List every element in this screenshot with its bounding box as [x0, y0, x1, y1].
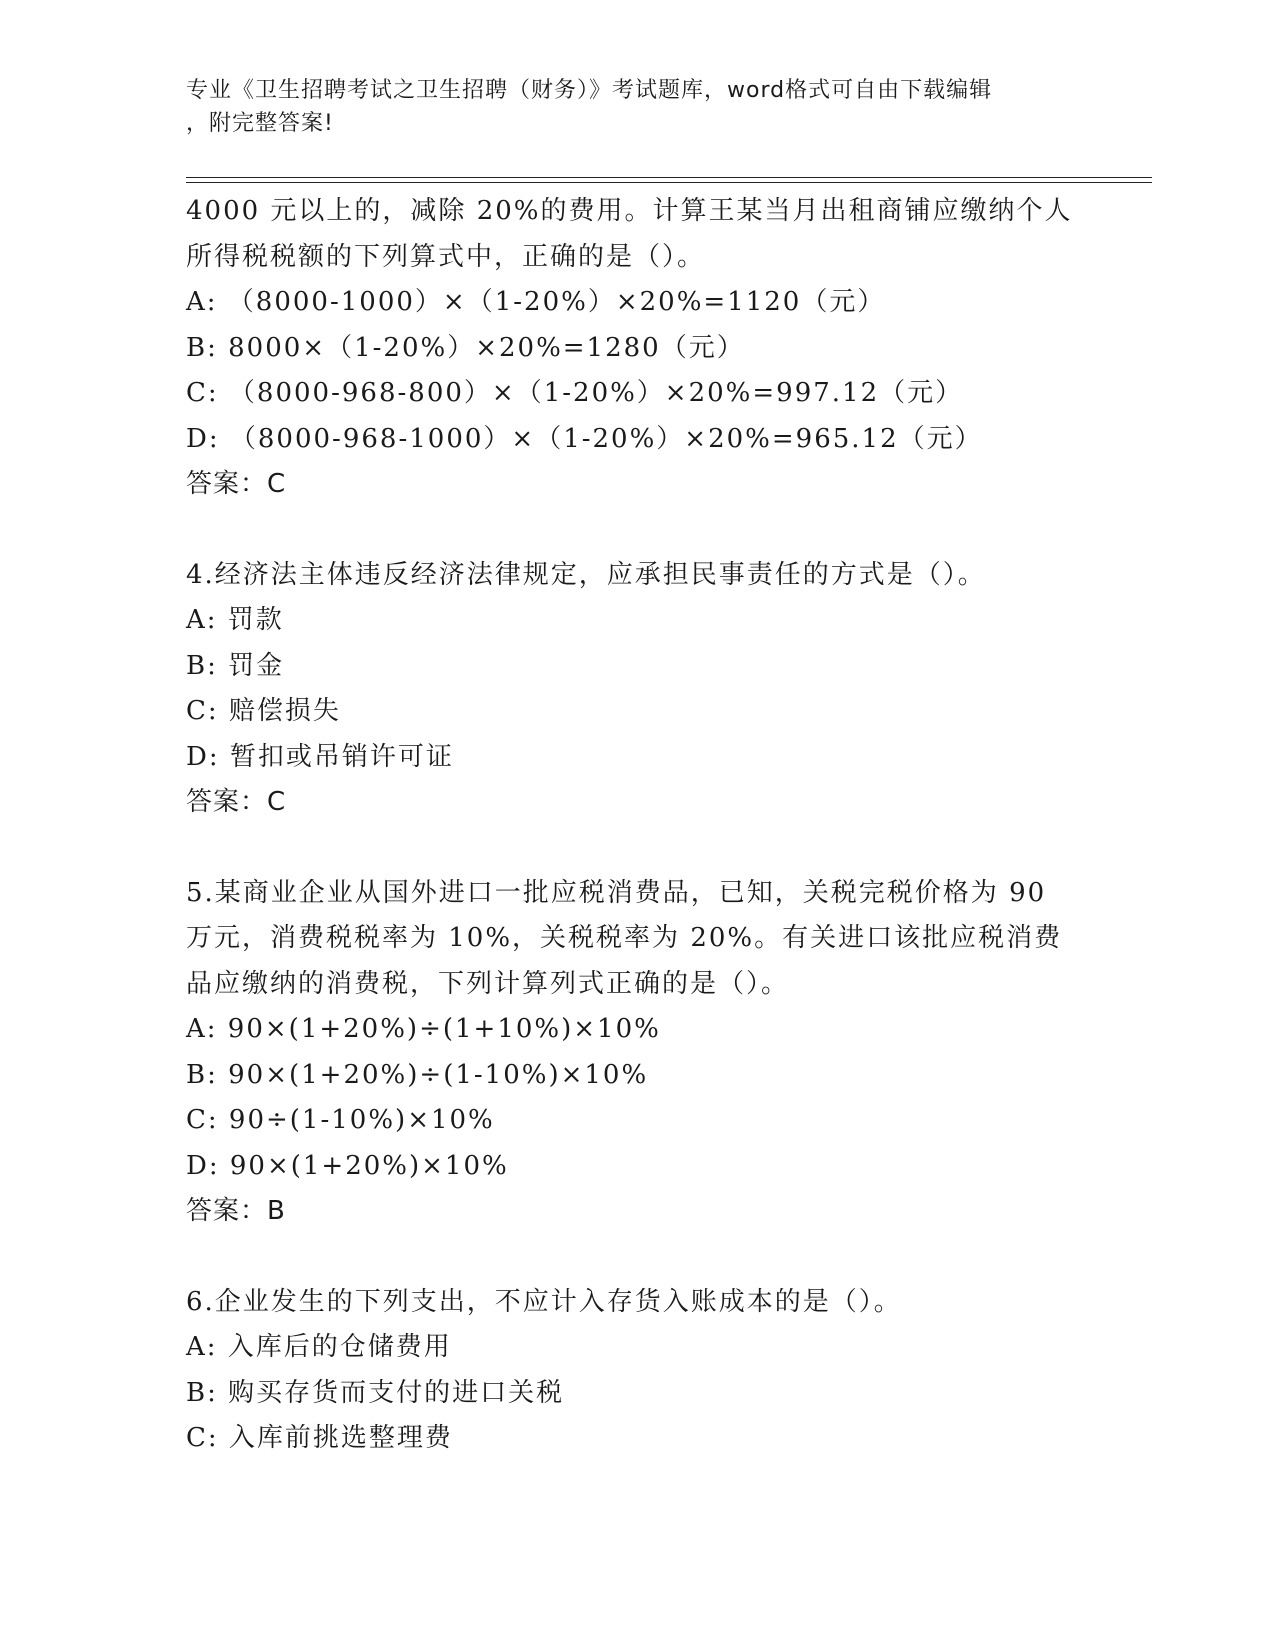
question-stem-line: 5.某商业企业从国外进口一批应税消费品，已知，关税完税价格为 90 — [186, 877, 1047, 908]
option-a: A: 罚款 — [186, 605, 284, 635]
question-4 — [186, 553, 1086, 826]
option-c: C: 入库前挑选整理费 — [186, 1423, 453, 1453]
option-c: C: 90÷(1-10%)×10% — [186, 1105, 495, 1135]
option-a: A: 入库后的仓储费用 — [186, 1332, 452, 1362]
header-title-line-1: 专业《卫生招聘考试之卫生招聘（财务）》考试题库，word格式可自由下载编辑 — [186, 78, 993, 103]
option-b: B: 8000×（1-20%）×20%=1280（元） — [186, 332, 745, 363]
question-stem-line: 4000 元以上的，减除 20%的费用。计算王某当月出租商铺应缴纳个人 — [186, 196, 1073, 226]
option-d: D: 90×(1+20%)×10% — [186, 1150, 509, 1181]
option-b: B: 90×(1+20%)÷(1-10%)×10% — [186, 1059, 649, 1090]
question-content — [186, 189, 1086, 1462]
header-divider-bottom — [186, 182, 1152, 183]
option-b: B: 购买存货而支付的进口关税 — [186, 1377, 565, 1408]
answer-line: 答案：C — [186, 787, 287, 817]
option-a: A: （8000-1000）×（1-20%）×20%=1120（元） — [186, 287, 886, 317]
option-d: D: （8000-968-1000）×（1-20%）×20%=965.12（元） — [186, 423, 983, 454]
option-d: D: 暂扣或吊销许可证 — [186, 741, 454, 772]
question-stem-line: 4.经济法主体违反经济法律规定，应承担民事责任的方式是（）。 — [186, 559, 986, 590]
question-stem-line: 万元，消费税税率为 10%，关税税率为 20%。有关进口该批应税消费 — [186, 923, 1063, 953]
option-a: A: 90×(1+20%)÷(1+10%)×10% — [186, 1014, 661, 1044]
question-stem-line: 品应缴纳的消费税，下列计算列式正确的是（）。 — [186, 968, 790, 999]
question-3 — [186, 189, 1086, 508]
question-5 — [186, 871, 1086, 1235]
option-c: C: （8000-968-800）×（1-20%）×20%=997.12（元） — [186, 378, 964, 408]
option-b: B: 罚金 — [186, 650, 285, 681]
header-divider-top — [186, 177, 1152, 178]
question-spacer — [186, 826, 1086, 871]
question-6 — [186, 1280, 1086, 1462]
question-stem-line: 6.企业发生的下列支出，不应计入存货入账成本的是（）。 — [186, 1286, 902, 1317]
document-header — [186, 74, 1066, 140]
answer-line: 答案：B — [186, 1196, 286, 1226]
header-title-line-2: ，附完整答案! — [186, 111, 334, 136]
question-spacer — [186, 508, 1086, 553]
question-stem-line: 所得税税额的下列算式中，正确的是（）。 — [186, 241, 706, 272]
answer-line: 答案：C — [186, 469, 287, 499]
option-c: C: 赔偿损失 — [186, 696, 341, 726]
question-spacer — [186, 1235, 1086, 1280]
